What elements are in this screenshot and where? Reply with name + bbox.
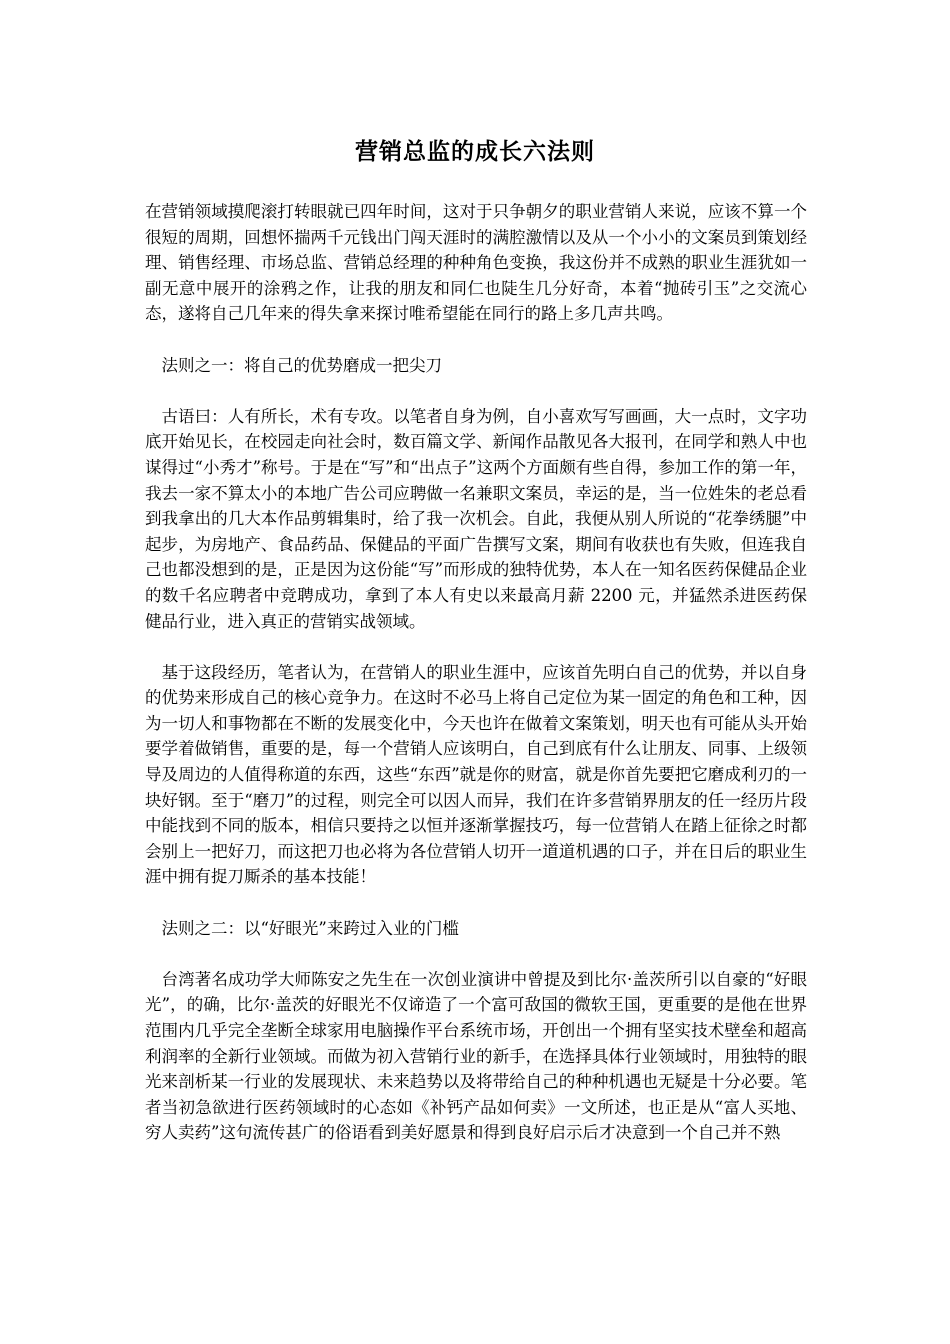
section-heading-rule-1: 法则之一：将自己的优势磨成一把尖刀 — [161, 355, 442, 375]
document-title: 营销总监的成长六法则 — [355, 138, 595, 165]
paragraph-rule-1-insight: 基于这段经历，笔者认为，在营销人的职业生涯中，应该首先明白自己的优势，并以自身的优势来形成自己的核心竞争力。在这时不必马上将自己定位为某一固定的角色和工种，因为一切人和事物都在不断的发展变化中，今天也许在做着文案策划，明天也有可能从头开始要学着做销售，重要的是，每一个营销人应该明白，自己到底有什么让朋友、同事、上级领导及周边的人值得称道的东西，这些“东西”就是你的财富，就是你首先要把它磨成利刃的一块好钢。至于“磨刀”的过程，则完全可以因人而异，我们在许多营销界朋友的任一经历片段中能找到不同的版本，相信只要持之以恒并逐渐掌握技巧，每一位营销人在踏上征徐之时都会别上一把好刀，而这把刀也必将为各位营销人切开一道道机遇的口子，并在日后的职业生涯中拥有捉刀厮杀的基本技能！ — [145, 662, 807, 887]
paragraph-rule-1-story: 古语曰：人有所长，术有专攻。以笔者自身为例，自小喜欢写写画画，大一点时，文字功底开始见长，在校园走向社会时，数百篇文学、新闻作品散见各大报刊，在同学和熟人中也谋得过“小秀才”称号。于是在“写”和“出点子”这两个方面颇有些自得，参加工作的第一年，我去一家不算太小的本地广告公司应聘做一名兼职文案员，幸运的是，当一位姓朱的老总看到我拿出的几大本作品剪辑集时，给了我一次机会。自此，我便从别人所说的“花拳绣腿”中起步，为房地产、食品药品、保健品的平面广告撰写文案，期间有收获也有失败，但连我自己也都没想到的是，正是因为这份能“写”而形成的独特优势，本人在一知名医药保健品企业的数千名应聘者中竞聘成功，拿到了本人有史以来最高月薪 2200 元，并猛然杀进医药保健品行业，进入真正的营销实战领域。 — [145, 406, 807, 631]
section-heading-rule-2: 法则之二：以“好眼光”来跨过入业的门槛 — [161, 918, 459, 938]
paragraph-intro: 在营销领域摸爬滚打转眼就已四年时间，这对于只争朝夕的职业营销人来说，应该不算一个很短的周期，回想怀揣两千元钱出门闯天涯时的满腔激情以及从一个小小的文案员到策划经理、销售经理、市场总监、营销总经理的种种角色变换，我这份并不成熟的职业生涯犹如一副无意中展开的涂鸦之作，让我的朋友和同仁也陡生几分好奇，本着“抛砖引玉”之交流心态，遂将自己几年来的得失拿来探讨唯希望能在同行的路上多几声共鸣。 — [145, 202, 807, 324]
document-body — [145, 199, 807, 1172]
paragraph-rule-2-story: 台湾著名成功学大师陈安之先生在一次创业演讲中曾提及到比尔·盖茨所引以自豪的“好眼光”，的确，比尔·盖茨的好眼光不仅谛造了一个富可敌国的微软王国，更重要的是他在世界范围内几乎完全垄断全球家用电脑操作平台系统市场，开创出一个拥有坚实技术壁垒和超高利润率的全新行业领域。而做为初入营销行业的新手，在选择具体行业领域时，用独特的眼光来剖析某一行业的发展现状、未来趋势以及将带给自己的种种机遇也无疑是十分必要。笔者当初急欲进行医药领域时的心态如《补钙产品如何卖》一文所述，也正是从“富人买地、穷人卖药”这句流传甚广的俗语看到美好愿景和得到良好启示后才决意到一个自己并不熟 — [145, 969, 807, 1143]
